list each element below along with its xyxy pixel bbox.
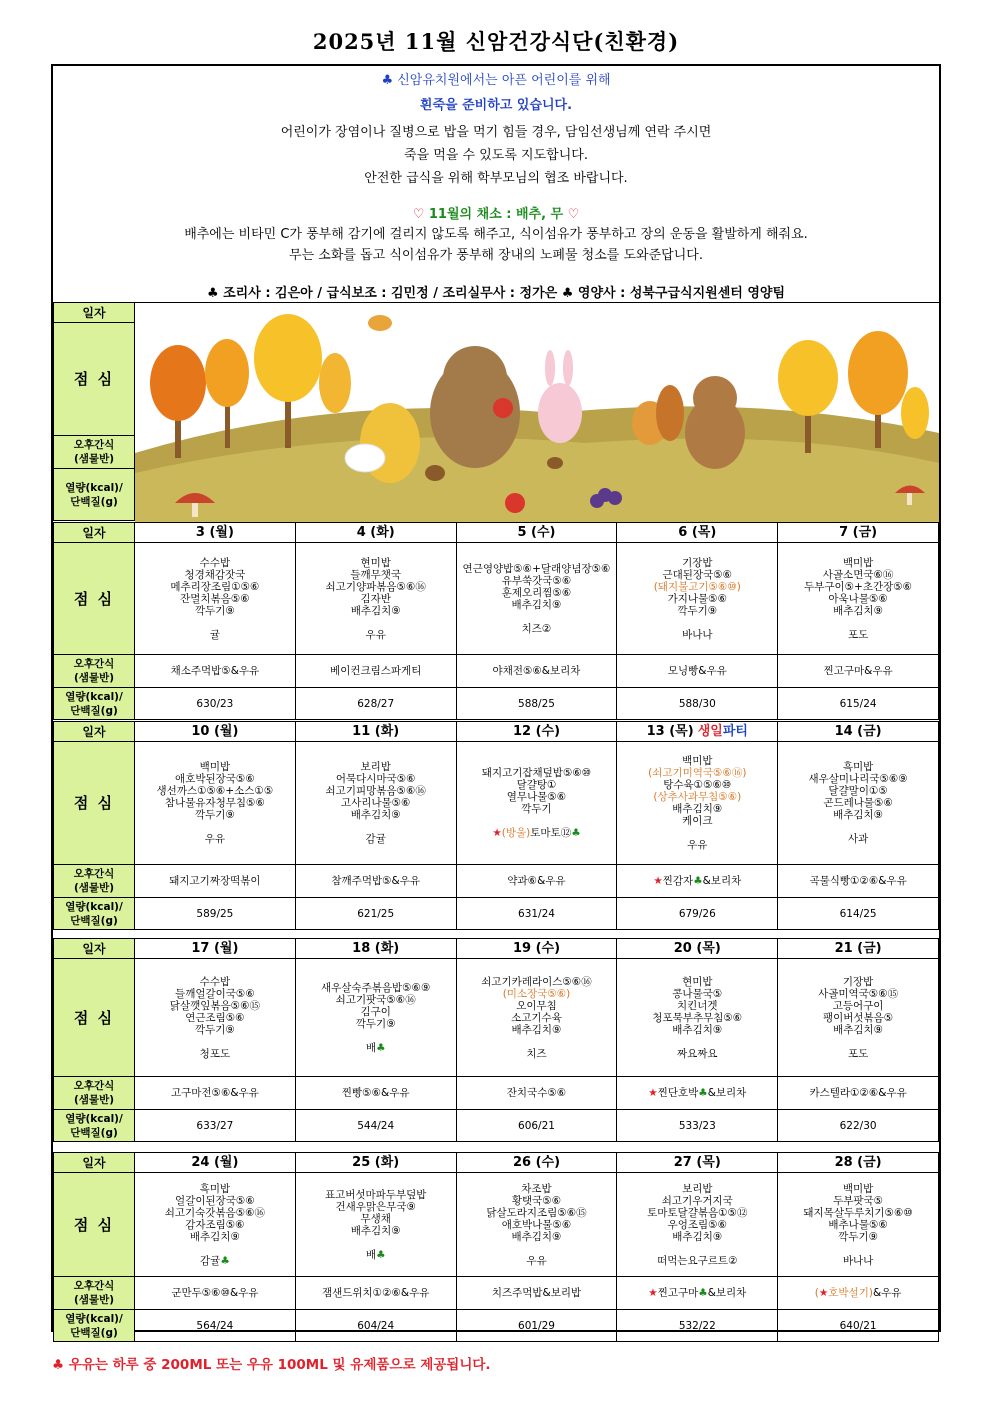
menu-item: 배추김치⑨: [189, 1230, 240, 1243]
heart-icon: ♡: [412, 207, 425, 222]
energy-cell: 614/25: [778, 898, 939, 930]
energy-label: 열량(kcal)/ 단백질(g): [54, 1310, 135, 1342]
menu-item: 콩나물국⑤: [672, 987, 723, 1000]
day-header: 18 (화): [295, 939, 456, 959]
clubs-icon: ♣: [693, 875, 703, 887]
menu-item: 달걀탕①: [516, 779, 557, 791]
lunch-cell: [456, 543, 617, 655]
menu-item: 배추김치⑨: [672, 803, 723, 815]
menu-item: 어묵다시마국⑤⑥: [335, 773, 416, 785]
snack-cell: 군만두⑤⑥⑩&우유: [135, 1277, 296, 1310]
energy-cell: 630/23: [135, 688, 296, 720]
autumn-animals-illustration: [135, 303, 939, 522]
menu-item: 쇠고기양파볶음⑤⑥⑯: [325, 580, 426, 593]
lunch-cell: [135, 959, 296, 1077]
footnote: ♣ 우유는 하루 중 200ML 또는 우유 100ML 및 유제품으로 제공됩니다.: [52, 1357, 491, 1373]
lunch-cell: [617, 959, 778, 1077]
day-header: 28 (금): [778, 1153, 939, 1173]
menu-item: 아욱나물⑤⑥: [828, 592, 888, 605]
lunch-cell: [778, 959, 939, 1077]
menu-item: 연근조림⑤⑥: [185, 1011, 245, 1024]
day-header: 10 (월): [135, 722, 296, 742]
clubs-icon: ♣: [376, 1248, 386, 1261]
fruit-item: 우유: [687, 839, 708, 851]
energy-cell: 604/24: [295, 1310, 456, 1342]
menu-item: 황탯국⑤⑥: [511, 1194, 562, 1207]
energy-cell: 633/27: [135, 1110, 296, 1142]
menu-item: 돼지고기잡채덮밥⑤⑥⑩: [481, 767, 592, 779]
menu-item: 배추김치⑨: [833, 809, 884, 821]
lunch-label: 점 심: [54, 323, 135, 436]
menu-item: (돼지불고기⑤⑥⑩): [653, 580, 741, 593]
menu-item: 수수밥: [199, 975, 231, 988]
menu-item: 김자반: [360, 592, 391, 605]
snack-label: 오후간식 (샘물반): [54, 436, 135, 469]
snack-cell: (★호박설기)&우유: [778, 1277, 939, 1310]
birthday-party-label: 파티: [722, 723, 748, 739]
menu-item: 감자조림⑤⑥: [185, 1218, 245, 1231]
week-table: [53, 938, 939, 1142]
snack-cell: ★찐감자♣&보리차: [617, 865, 778, 898]
menu-item: 백미밥: [199, 761, 231, 773]
snack-label: 오후간식 (샘물반): [54, 1277, 135, 1310]
energy-cell: 589/25: [135, 898, 296, 930]
menu-item: 백미밥: [682, 755, 713, 767]
menu-item: 백미밥: [842, 556, 874, 569]
menu-item: 생선까스①⑤⑥+소스①⑤: [156, 785, 274, 797]
menu-item: 현미밥: [682, 975, 713, 988]
energy-cell: 631/24: [456, 898, 617, 930]
energy-cell: 640/21: [778, 1310, 939, 1342]
menu-item: (쇠고기미역국⑤⑥⑯): [648, 767, 747, 779]
menu-item: 기장밥: [682, 556, 713, 569]
fruit-item: 치즈②: [521, 622, 552, 635]
menu-item: 배추김치⑨: [833, 604, 884, 617]
menu-item: 얼갈이된장국⑤⑥: [175, 1194, 255, 1207]
menu-item: 배추김치⑨: [350, 809, 401, 821]
lunch-cell: [617, 742, 778, 865]
vegetable-heading: [53, 203, 939, 222]
lunch-cell: [135, 543, 296, 655]
snack-cell: 약과⑥&우유: [456, 865, 617, 898]
fruit-item: 우유: [365, 628, 386, 641]
lunch-cell: [778, 1173, 939, 1277]
day-header: 14 (금): [778, 722, 939, 742]
menu-item: 사골소면국⑥⑯: [822, 568, 894, 581]
menu-item: 깍두기⑨: [194, 1023, 235, 1036]
fruit-item: 감귤: [365, 833, 386, 845]
date-label: 일자: [54, 1153, 135, 1173]
snack-cell: ★찐고구마♣&보리차: [617, 1277, 778, 1310]
lunch-cell: [135, 1173, 296, 1277]
fruit-item: 포도: [847, 1047, 869, 1060]
menu-item: 우엉조림⑤⑥: [667, 1218, 727, 1231]
menu-item: 쇠고기팟국⑤⑥⑯: [335, 993, 416, 1006]
energy-cell: 622/30: [778, 1110, 939, 1142]
menu-item: 열무나물⑤⑥: [506, 791, 567, 803]
energy-label: 열량(kcal)/ 단백질(g): [54, 1110, 135, 1142]
menu-item: 배추김치⑨: [833, 1023, 884, 1036]
menu-item: 백미밥: [842, 1182, 874, 1195]
menu-item: 흑미밥: [842, 761, 874, 773]
fruit-item: 우유: [526, 1254, 547, 1267]
menu-item: 유부쑥갓국⑤⑥: [501, 574, 572, 587]
menu-item: 배추김치⑨: [511, 1023, 562, 1036]
snack-cell: 잔치국수⑤⑥: [456, 1077, 617, 1110]
lunch-cell: [135, 742, 296, 865]
lunch-label: 점 심: [54, 1173, 135, 1277]
menu-item: 표고버섯마파두부덮밥: [324, 1188, 427, 1201]
lunch-cell: [778, 543, 939, 655]
snack-label: 오후간식 (샘물반): [54, 655, 135, 688]
snack-cell: 참깨주먹밥⑤&우유: [295, 865, 456, 898]
menu-item: 배추김치⑨: [511, 1230, 562, 1243]
menu-item: (상추사과무침⑤⑥): [653, 791, 742, 803]
energy-cell: 601/29: [456, 1310, 617, 1342]
vegetable-line-2: 무는 소화를 돕고 식이섬유가 풍부해 장내의 노폐물 청소를 도와준답니다.: [289, 248, 703, 263]
energy-label: 열량(kcal)/ 단백질(g): [54, 469, 135, 521]
menu-item: 새우살숙주볶음밥⑤⑥⑨: [321, 981, 431, 994]
menu-item: 들깨얼갈이국⑤⑥: [175, 987, 255, 1000]
snack-cell: 채소주먹밥⑤&우유: [135, 655, 296, 688]
snack-cell: 치즈주먹밥&보리밥: [456, 1277, 617, 1310]
menu-item: 오이무침: [516, 999, 557, 1012]
lunch-cell: [295, 543, 456, 655]
menu-item: 애호박나물⑤⑥: [501, 1218, 572, 1231]
day-header: 4 (화): [295, 523, 456, 543]
day-header: 7 (금): [778, 523, 939, 543]
day-header: 26 (수): [456, 1153, 617, 1173]
menu-item: 쇠고기카레라이스⑤⑥⑯: [481, 975, 592, 988]
menu-item: 참나물유자청무침⑤⑥: [164, 797, 265, 809]
fruit-item: 포도: [847, 628, 869, 641]
snack-cell: 찐빵⑤⑥&우유: [295, 1077, 456, 1110]
menu-item: 곤드레나물⑤⑥: [823, 797, 893, 809]
menu-item: 케이크: [682, 815, 713, 827]
lunch-label: 점 심: [54, 959, 135, 1077]
fruit-item: 사과: [847, 833, 869, 845]
menu-item: 깍두기⑨: [355, 1017, 396, 1030]
menu-item: 무생채: [360, 1212, 391, 1225]
page-title: 2025년 11월 신암건강식단(친환경): [312, 29, 680, 54]
energy-label: 열량(kcal)/ 단백질(g): [54, 898, 135, 930]
menu-item: 고사리나물⑤⑥: [340, 797, 411, 809]
star-icon: ★: [492, 827, 502, 839]
menu-item: 메추리장조림①⑤⑥: [170, 580, 260, 593]
star-icon: ★: [648, 1087, 658, 1099]
star-icon: ★: [653, 875, 663, 887]
day-header: 27 (목): [617, 1153, 778, 1173]
notice-line-1: ♣ 신암유치원에서는 아픈 어린이를 위해: [381, 73, 611, 88]
lunch-cell: [295, 742, 456, 865]
fruit-item: ★(방울)토마토⑫♣: [492, 827, 581, 839]
fruit-item: 귤: [209, 628, 220, 641]
fruit-item: 바나나: [682, 628, 713, 641]
snack-cell: 찐고구마&우유: [778, 655, 939, 688]
vegetable-line-1: 배추에는 비타민 C가 풍부해 감기에 걸리지 않도록 해주고, 식이섬유가 풍부하고 장의 운동을 활발하게 해줘요.: [184, 227, 808, 242]
menu-item: 팽이버섯볶음⑤: [822, 1011, 894, 1024]
menu-item: 달걀말이①⑤: [828, 785, 888, 797]
lunch-cell: [295, 1173, 456, 1277]
lunch-cell: [456, 742, 617, 865]
birthday-party-label: 생일: [697, 723, 723, 739]
snack-label: 오후간식 (샘물반): [54, 865, 135, 898]
menu-item: 차조밥: [521, 1182, 552, 1195]
menu-item: 치킨너겟: [677, 999, 718, 1012]
day-header: 21 (금): [778, 939, 939, 959]
menu-frame: [51, 64, 941, 1339]
week-table: [53, 1152, 939, 1342]
menu-item: 수수밥: [199, 556, 231, 569]
lunch-cell: [617, 1173, 778, 1277]
menu-item: 보리밥: [682, 1182, 713, 1195]
clubs-icon: ♣: [376, 1041, 386, 1054]
menu-item: 근대된장국⑤⑥: [662, 568, 733, 581]
snack-cell: 모닝빵&우유: [617, 655, 778, 688]
menu-item: 쇠고기숙갓볶음⑤⑥⑯: [164, 1206, 266, 1219]
menu-item: 새우살미나리국⑤⑥⑨: [808, 773, 908, 785]
menu-item: 깍두기⑨: [194, 809, 235, 821]
menu-item: 닭살깻잎볶음⑤⑥⑮: [169, 999, 260, 1012]
heart-icon: ♡: [567, 207, 580, 222]
day-header: 17 (월): [135, 939, 296, 959]
menu-item: 청경채감잣국: [184, 568, 246, 581]
menu-item: 두부팟국⑤: [833, 1194, 884, 1207]
menu-item: 깍두기: [521, 803, 552, 815]
menu-item: 소고기수육: [511, 1011, 562, 1024]
day-header: 19 (수): [456, 939, 617, 959]
clubs-icon: ♣: [220, 1254, 230, 1267]
day-header: 25 (화): [295, 1153, 456, 1173]
snack-cell: 잼샌드위치①②⑥&우유: [295, 1277, 456, 1310]
snack-cell: 고구마전⑤⑥&우유: [135, 1077, 296, 1110]
clubs-icon: ♣: [698, 1287, 708, 1299]
fruit-item: 배♣: [365, 1041, 386, 1054]
fruit-item: 짜요짜요: [677, 1047, 718, 1060]
day-header: 24 (월): [135, 1153, 296, 1173]
menu-item: 토마토달걀볶음①⑤⑫: [647, 1206, 748, 1219]
lunch-label: 점 심: [54, 543, 135, 655]
menu-item: 깍두기⑨: [677, 604, 718, 617]
menu-item: 건새우맑은무국⑨: [335, 1200, 416, 1213]
menu-item: 닭살도라지조림⑤⑥⑮: [486, 1206, 587, 1219]
energy-cell: 588/30: [617, 688, 778, 720]
menu-item: 잔멸치볶음⑤⑥: [180, 592, 250, 605]
energy-cell: 564/24: [135, 1310, 296, 1342]
menu-item: 배추김치⑨: [672, 1230, 723, 1243]
energy-cell: 621/25: [295, 898, 456, 930]
snack-cell: 돼지고기짜장떡볶이: [135, 865, 296, 898]
menu-item: 김구이: [360, 1005, 391, 1018]
day-header: 11 (화): [295, 722, 456, 742]
week-table: [53, 522, 939, 720]
snack-label: 오후간식 (샘물반): [54, 1077, 135, 1110]
date-label: 일자: [54, 303, 135, 323]
menu-item: 배추김치⑨: [672, 1023, 723, 1036]
clubs-icon: ♣: [381, 73, 398, 88]
menu-item: 배추나물⑤⑥: [828, 1218, 888, 1231]
notice-line-2: 흰죽을 준비하고 있습니다.: [419, 98, 573, 113]
energy-cell: 532/22: [617, 1310, 778, 1342]
date-label: 일자: [54, 722, 135, 742]
menu-item: 사골미역국⑤⑥⑮: [818, 987, 899, 1000]
energy-cell: 606/21: [456, 1110, 617, 1142]
notice-box: [53, 66, 939, 302]
energy-cell: 533/23: [617, 1110, 778, 1142]
staff-line: ♣ 조리사 : 김은아 / 급식보조 : 김민정 / 조리실무사 : 정가은 ♣ 영양사 : 성북구급식지원센터 영양팀: [206, 286, 786, 301]
lunch-cell: [778, 742, 939, 865]
lunch-label: 점 심: [54, 742, 135, 865]
notice-line-4: 죽을 먹을 수 있도록 지도합니다.: [404, 148, 588, 163]
date-label: 일자: [54, 523, 135, 543]
menu-item: 훈제오리찜⑤⑥: [501, 586, 572, 599]
menu-item: 돼지목살두루치기⑤⑥⑩: [803, 1206, 913, 1219]
day-header: 20 (목): [617, 939, 778, 959]
menu-item: 보리밥: [360, 761, 391, 773]
menu-item: 기장밥: [842, 975, 874, 988]
menu-item: 배추김치⑨: [511, 598, 562, 611]
vegetable-heading-text: 11월의 채소 : 배추, 무: [428, 207, 564, 222]
fruit-item: 감귤♣: [200, 1254, 230, 1267]
date-label: 일자: [54, 939, 135, 959]
menu-item: 청포묵부추무침⑤⑥: [652, 1011, 743, 1024]
energy-label: 열량(kcal)/ 단백질(g): [54, 688, 135, 720]
energy-cell: 544/24: [295, 1110, 456, 1142]
snack-cell: ★찐단호박♣&보리차: [617, 1077, 778, 1110]
menu-item: 탕수육①⑤⑥⑩: [663, 779, 732, 791]
menu-item: 연근영양밥⑤⑥+달래양념장⑤⑥: [462, 562, 611, 575]
star-icon: ★: [648, 1287, 658, 1299]
lunch-cell: [456, 1173, 617, 1277]
fruit-item: 배♣: [365, 1248, 386, 1261]
menu-item: 쇠고기우거지국: [661, 1194, 733, 1207]
lunch-cell: [295, 959, 456, 1077]
day-header: 6 (목): [617, 523, 778, 543]
menu-item: 현미밥: [360, 556, 391, 569]
energy-cell: 588/25: [456, 688, 617, 720]
menu-item: 쇠고기피망볶음⑤⑥⑯: [325, 785, 426, 797]
snack-cell: 베이컨크림스파게티: [295, 655, 456, 688]
menu-item: 가지나물⑤⑥: [667, 592, 727, 605]
lunch-cell: [456, 959, 617, 1077]
clubs-icon: ♣: [698, 1087, 708, 1099]
day-header: 3 (월): [135, 523, 296, 543]
energy-cell: 615/24: [778, 688, 939, 720]
energy-cell: 679/26: [617, 898, 778, 930]
menu-item: 두부구이⑤+초간장⑤⑥: [804, 580, 913, 593]
notice-line-5: 안전한 급식을 위해 학부모님의 협조 바랍니다.: [364, 171, 628, 186]
lunch-cell: [617, 543, 778, 655]
snack-cell: 야채전⑤⑥&보리차: [456, 655, 617, 688]
fruit-item: 떠먹는요구르트②: [657, 1254, 738, 1267]
menu-item: 흑미밥: [199, 1182, 231, 1195]
menu-item: 배추김치⑨: [350, 1224, 401, 1237]
fruit-item: 청포도: [199, 1047, 231, 1060]
menu-item: 애호박된장국⑤⑥: [175, 773, 255, 785]
clubs-icon: ♣: [571, 827, 581, 839]
star-icon: ★: [818, 1287, 829, 1299]
day-header: 5 (수): [456, 523, 617, 543]
snack-cell: 카스텔라①②⑥&우유: [778, 1077, 939, 1110]
week-table: [53, 721, 939, 930]
fruit-item: 바나나: [842, 1254, 874, 1267]
menu-item: 배추김치⑨: [350, 604, 401, 617]
fruit-item: 우유: [204, 833, 226, 845]
menu-item: 고등어구이: [832, 999, 884, 1012]
menu-item: 들깨무챗국: [350, 568, 402, 581]
day-header: 12 (수): [456, 722, 617, 742]
menu-item: 깍두기⑨: [838, 1230, 879, 1243]
energy-cell: 628/27: [295, 688, 456, 720]
fruit-item: 치즈: [526, 1047, 547, 1060]
day-header: 13 (목) 생일파티: [617, 722, 778, 742]
menu-item: 깍두기⑨: [194, 604, 235, 617]
autumn-scene-image: [135, 303, 939, 522]
snack-cell: 곡물식빵①②⑥&우유: [778, 865, 939, 898]
menu-item: (미소장국⑤⑥): [502, 987, 571, 1000]
notice-line-3: 어린이가 장염이나 질병으로 밥을 먹기 힘들 경우, 담임선생님께 연락 주시면: [280, 125, 712, 140]
